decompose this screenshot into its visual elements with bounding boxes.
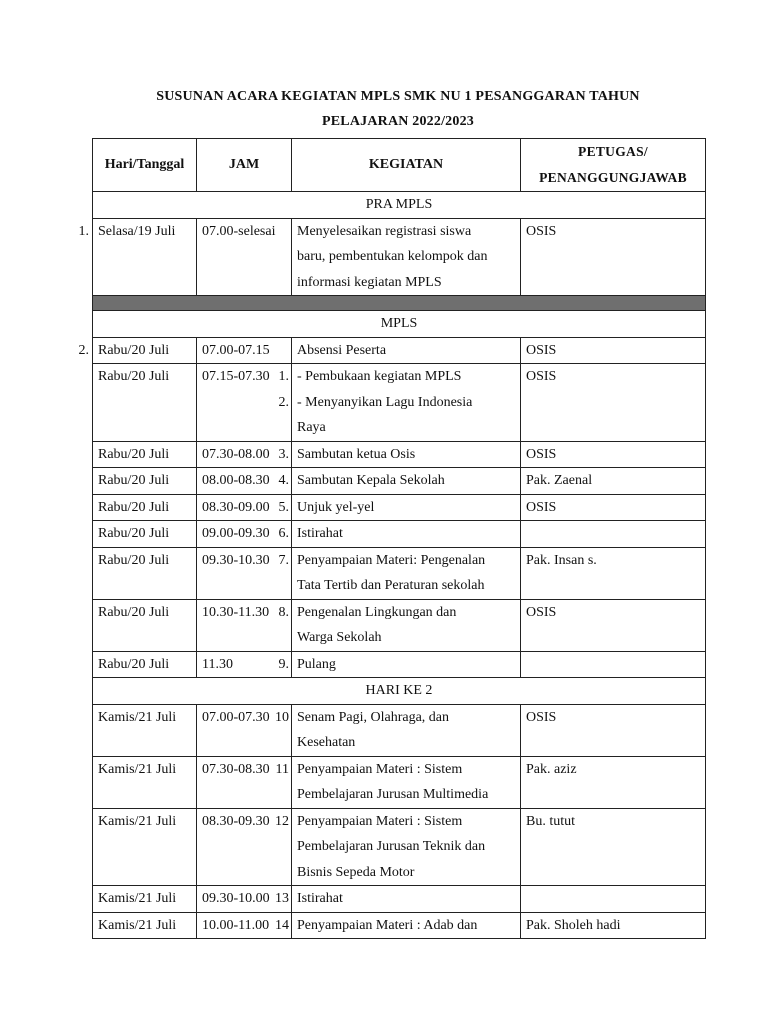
hari-text: Rabu/20 Juli (98, 446, 170, 462)
jam-text: 07.30-08.30 (202, 761, 270, 777)
jam-text: 08.30-09.30 (202, 813, 270, 829)
row-number: 2. (78, 342, 89, 358)
table-row (93, 218, 706, 296)
cell-hari (93, 808, 197, 886)
kegiatan-line: Pengenalan Lingkungan dan (297, 604, 457, 620)
jam-text: 07.15-07.30 (202, 369, 270, 384)
cell-kegiatan (292, 651, 521, 678)
jam-text: 09.00-09.30 (202, 526, 270, 541)
cell-jam (197, 337, 292, 364)
cell-jam (197, 218, 292, 296)
jam-text: 10.00-11.00 (202, 917, 270, 933)
hari-text: Kamis/21 Juli (98, 761, 177, 777)
cell-petugas (521, 912, 706, 939)
jam-text: 07.00-selesai (202, 223, 276, 239)
cell-petugas (521, 337, 706, 364)
cell-jam (197, 364, 292, 442)
cell-hari (93, 494, 197, 521)
kegiatan-line: Sambutan ketua Osis (297, 446, 416, 462)
activity-number: 3. (278, 446, 289, 462)
activity-number: 6. (278, 526, 289, 541)
hari-text: Rabu/20 Juli (98, 369, 170, 384)
cell-petugas (521, 704, 706, 756)
cell-petugas (521, 808, 706, 886)
petugas-text: OSIS (526, 342, 557, 358)
header-petugas-line-1: PETUGAS/ (578, 144, 648, 159)
jam-text: 08.00-08.30 (202, 473, 270, 488)
kegiatan-line: Unjuk yel-yel (297, 499, 375, 515)
activity-number: 9. (278, 656, 289, 672)
hari-text: Rabu/20 Juli (98, 552, 170, 568)
activity-number: 4. (278, 473, 289, 488)
kegiatan-line: - Pembukaan kegiatan MPLS (297, 369, 462, 384)
table-row (93, 494, 706, 521)
schedule-table (78, 138, 706, 939)
section-pra-mpls-label: PRA MPLS (93, 192, 706, 219)
cell-petugas (521, 599, 706, 651)
cell-jam (197, 651, 292, 678)
cell-kegiatan (292, 337, 521, 364)
cell-petugas (521, 441, 706, 468)
table-row (93, 599, 706, 651)
cell-petugas (521, 364, 706, 442)
cell-jam (197, 494, 292, 521)
cell-hari (78, 337, 197, 364)
hari-text: Kamis/21 Juli (98, 891, 177, 906)
activity-number: 13 (275, 891, 289, 906)
jam-text: 10.30-11.30 (202, 604, 270, 620)
cell-jam (197, 441, 292, 468)
activity-number: 2. (278, 394, 289, 410)
cell-hari (93, 547, 197, 599)
cell-petugas (521, 547, 706, 599)
kegiatan-line: Pembelajaran Jurusan Teknik dan (297, 839, 486, 854)
activity-number: 1. (278, 369, 289, 384)
cell-kegiatan (292, 704, 521, 756)
petugas-text: Pak. aziz (526, 761, 577, 777)
cell-kegiatan (292, 599, 521, 651)
activity-number: 10 (275, 709, 289, 725)
cell-petugas (521, 651, 706, 678)
petugas-text: OSIS (526, 369, 557, 384)
table-row (93, 468, 706, 495)
kegiatan-line: Menyelesaikan registrasi siswa (297, 223, 472, 239)
cell-jam (197, 886, 292, 913)
petugas-text: OSIS (526, 499, 557, 515)
activity-number: 14 (275, 917, 289, 933)
cell-jam (197, 599, 292, 651)
cell-jam (197, 808, 292, 886)
hari-text: Rabu/20 Juli (98, 499, 170, 515)
table-row (93, 808, 706, 886)
jam-text: 09.30-10.00 (202, 891, 270, 906)
activity-number: 5. (278, 499, 289, 515)
petugas-text: Pak. Sholeh hadi (526, 917, 621, 933)
cell-jam (197, 521, 292, 548)
table-row (93, 521, 706, 548)
header-jam: JAM (197, 139, 292, 192)
activity-number: 7. (278, 552, 289, 568)
title-line-1: SUSUNAN ACARA KEGIATAN MPLS SMK NU 1 PESANGGARAN TAHUN (156, 89, 640, 104)
hari-text: Kamis/21 Juli (98, 917, 177, 933)
section-divider-cell (93, 296, 706, 311)
cell-jam (197, 912, 292, 939)
kegiatan-line: baru, pembentukan kelompok dan (297, 249, 488, 264)
cell-petugas (521, 218, 706, 296)
kegiatan-line: Raya (297, 420, 326, 435)
table-header-row (93, 139, 706, 192)
cell-hari (93, 599, 197, 651)
cell-kegiatan (292, 886, 521, 913)
cell-jam (197, 547, 292, 599)
kegiatan-line: - Menyanyikan Lagu Indonesia (297, 394, 473, 410)
title-line-2: PELAJARAN 2022/2023 (322, 114, 474, 129)
activity-number: 12 (275, 813, 289, 829)
hari-text: Kamis/21 Juli (98, 709, 177, 725)
cell-kegiatan (292, 756, 521, 808)
header-petugas (521, 139, 706, 192)
cell-kegiatan (292, 547, 521, 599)
cell-kegiatan (292, 468, 521, 495)
activity-number: 8. (278, 604, 289, 620)
kegiatan-line: Absensi Peserta (297, 342, 387, 358)
kegiatan-line: Bisnis Sepeda Motor (297, 864, 415, 880)
kegiatan-line: Penyampaian Materi: Pengenalan (297, 552, 486, 568)
kegiatan-line: Senam Pagi, Olahraga, dan (297, 709, 450, 725)
cell-hari (93, 364, 197, 442)
kegiatan-line: Pulang (297, 656, 336, 672)
section-hari-ke-2-label: HARI KE 2 (93, 678, 706, 705)
jam-text: 11.30 (202, 656, 233, 672)
petugas-text: Bu. tutut (526, 813, 576, 829)
hari-text: Selasa/19 Juli (98, 223, 176, 239)
hari-text: Kamis/21 Juli (98, 813, 177, 829)
hari-text: Rabu/20 Juli (98, 526, 170, 541)
kegiatan-line: Pembelajaran Jurusan Multimedia (297, 787, 489, 802)
cell-jam (197, 756, 292, 808)
table-row (93, 704, 706, 756)
hari-text: Rabu/20 Juli (98, 604, 170, 620)
table-row (93, 886, 706, 913)
section-mpls-label: MPLS (93, 311, 706, 338)
cell-hari (93, 886, 197, 913)
cell-kegiatan (292, 364, 521, 442)
cell-petugas (521, 468, 706, 495)
kegiatan-line: Istirahat (297, 526, 343, 541)
kegiatan-line: Warga Sekolah (297, 630, 382, 645)
table-row (93, 337, 706, 364)
kegiatan-line: Sambutan Kepala Sekolah (297, 473, 445, 488)
cell-jam (197, 468, 292, 495)
jam-text: 07.30-08.00 (202, 446, 270, 462)
cell-hari (93, 521, 197, 548)
kegiatan-line: informasi kegiatan MPLS (297, 274, 442, 290)
kegiatan-line: Tata Tertib dan Peraturan sekolah (297, 578, 485, 593)
table-row (93, 651, 706, 678)
kegiatan-line: Penyampaian Materi : Sistem (297, 813, 463, 829)
table-row (93, 441, 706, 468)
cell-hari (93, 468, 197, 495)
cell-hari (93, 704, 197, 756)
cell-petugas (521, 521, 706, 548)
table-row (93, 364, 706, 442)
cell-hari (93, 912, 197, 939)
table-row (93, 547, 706, 599)
row-number: 1. (78, 223, 89, 239)
cell-hari (93, 651, 197, 678)
jam-text: 07.00-07.15 (202, 342, 270, 358)
jam-text: 09.30-10.30 (202, 552, 270, 568)
header-hari: Hari/Tanggal (93, 139, 197, 192)
table-row (93, 756, 706, 808)
document-title (92, 84, 704, 134)
cell-petugas (521, 886, 706, 913)
jam-text: 08.30-09.00 (202, 499, 270, 515)
petugas-text: Pak. Insan s. (526, 552, 597, 568)
cell-kegiatan (292, 912, 521, 939)
petugas-text: OSIS (526, 604, 557, 620)
cell-kegiatan (292, 441, 521, 468)
cell-kegiatan (292, 808, 521, 886)
petugas-text: OSIS (526, 446, 557, 462)
cell-jam (197, 704, 292, 756)
hari-text: Rabu/20 Juli (98, 342, 170, 358)
petugas-text: OSIS (526, 223, 557, 239)
cell-kegiatan (292, 521, 521, 548)
hari-text: Rabu/20 Juli (98, 473, 170, 488)
petugas-text: OSIS (526, 709, 557, 725)
section-divider (93, 296, 706, 311)
kegiatan-line: Istirahat (297, 891, 343, 906)
section-mpls (93, 311, 706, 338)
activity-number: 11 (275, 761, 289, 777)
jam-text: 07.00-07.30 (202, 709, 270, 725)
kegiatan-line: Penyampaian Materi : Sistem (297, 761, 463, 777)
cell-kegiatan (292, 494, 521, 521)
petugas-text: Pak. Zaenal (526, 473, 593, 488)
cell-kegiatan (292, 218, 521, 296)
header-kegiatan: KEGIATAN (292, 139, 521, 192)
table-row (93, 912, 706, 939)
section-pra-mpls (93, 192, 706, 219)
kegiatan-line: Penyampaian Materi : Adab dan (297, 917, 478, 933)
cell-petugas (521, 756, 706, 808)
kegiatan-line: Kesehatan (297, 735, 356, 750)
cell-hari (78, 218, 197, 296)
section-hari-ke-2 (93, 678, 706, 705)
cell-hari (93, 756, 197, 808)
cell-petugas (521, 494, 706, 521)
header-petugas-line-2: PENANGGUNGJAWAB (539, 170, 687, 185)
hari-text: Rabu/20 Juli (98, 656, 170, 672)
cell-hari (93, 441, 197, 468)
